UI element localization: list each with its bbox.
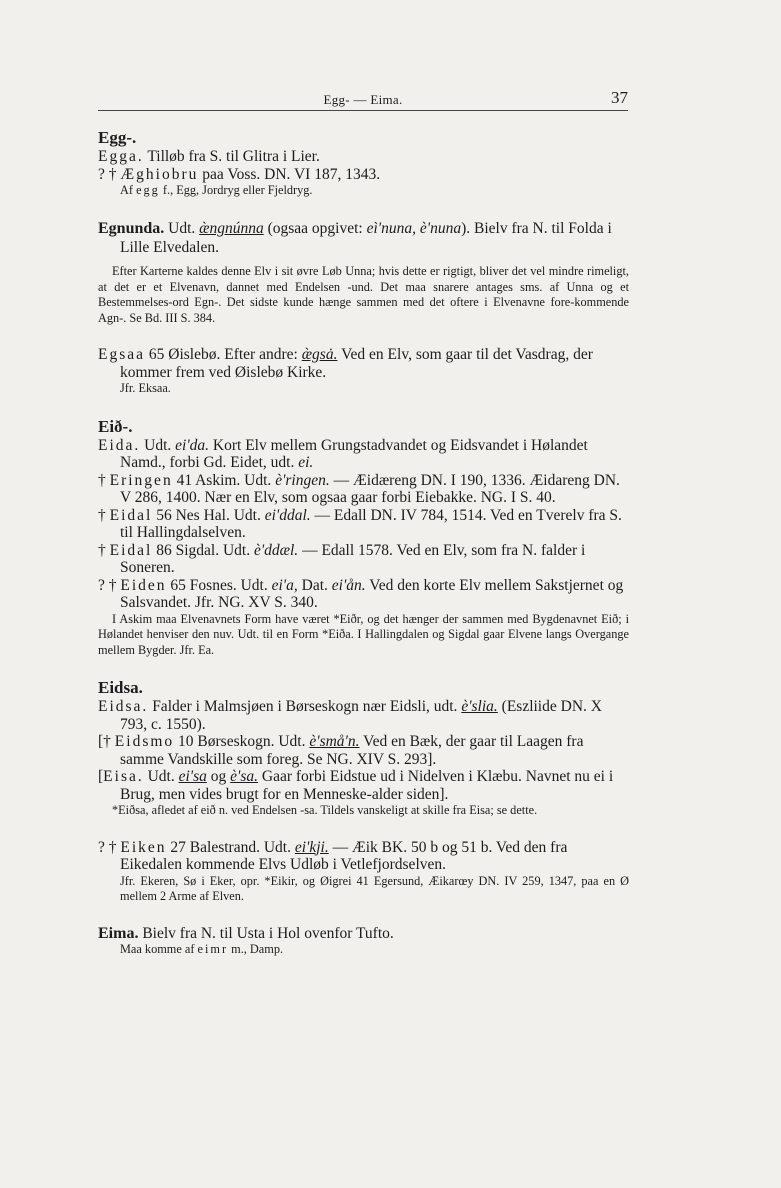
section-heading-eid: Eið-. (98, 416, 133, 436)
entry-eidsmo: [† Eidsmo 10 Børseskogn. Udt. è'små'n. Ved en Bæk, der gaar til Laagen fra samme Vandskille som foreg. Se NG. XIV S. 293]. (98, 733, 584, 768)
running-header (98, 88, 628, 111)
section-heading-egg: Egg-. (98, 128, 137, 147)
dictionary-content (98, 128, 629, 958)
entry-headword: Egnunda. (98, 219, 165, 237)
entry-note: Jfr. Ekeren, Sø i Eker, opr. *Eikir, og Øigrei 41 Egersund, Æikarœy DN. IV 259, 1347, paa en Ø mellem 2 Arme af Elven. (120, 873, 629, 903)
entry-eisa: [Eisa. Udt. ei'sa og è'sa. Gaar forbi Eidstue ud i Nidelven i Klæbu. Navnet nu ei i Brug, men vides brugt for en Menneske-alder siden]. (98, 768, 614, 803)
entry-prefix: ? † (98, 165, 121, 183)
entry-eiken: ? † Eiken 27 Balestrand. Udt. ei'kji. — Æik BK. 50 b og 51 b. Ved den fra Eikedalen kommende Elvs Udløb i Vetlefjordselven. (98, 838, 568, 873)
entry-eidal-sigdal: † Eidal 86 Sigdal. Udt. è'ddæl. — Edall 1578. Ved en Elv, som fra N. falder i Soneren. (98, 541, 586, 576)
entry-note: Maa komme af eimr m., Damp. (120, 942, 284, 956)
page-number: 37 (611, 88, 628, 107)
entry-note: I Askim maa Elvenavnets Form have været *Eiðr, og det hænger der sammen med Bygdenavnet Eið; i Hølandet henviser den nuv. Udt. til en Form *Eiða. I Hallingdalen og Sigdal gaar Elvene langs Overgange mellem Bygder. Jfr. Ea. (98, 611, 629, 657)
entry-eida: Eida. Udt. ei'da. Kort Elv mellem Grungstadvandet og Eidsvandet i Hølandet Namd., forbi Gd. Eidet, udt. ei. (98, 436, 588, 471)
header-title: Egg- — Eima. (323, 92, 403, 107)
entry-note: *Eiðsa, afledet af eið n. ved Endelsen -sa. Tildels vanskeligt at skille fra Eisa; se dette. (112, 803, 538, 817)
entry-word: Æghiobru (120, 165, 199, 183)
entry-note: Af egg f., Egg, Jordryg eller Fjeldryg. (120, 183, 313, 197)
entry-note: Jfr. Eksaa. (120, 381, 171, 395)
entry-eringen: † Eringen 41 Askim. Udt. è'ringen. — Æidæreng DN. I 190, 1336. Æidareng DN. V 286, 1400. Nær en Elv, som ogsaa gaar forbi Eiebakke. NG. I S. 40. (98, 471, 620, 506)
entry-note: Efter Karterne kaldes denne Elv i sit øvre Løb Unna; hvis dette er rigtigt, bliver det vel mindre rimeligt, at det er et Elvenavn, dannet med Endelsen -und. Det maa snarere antages sms. af Unna og et Bestemmelses-ord Egn-. Det sidste kunde hænge sammen med det oftere i Elvenavne fore-kommende Agn-. Se Bd. III S. 384. (98, 264, 629, 325)
entry-egsaa: Egsaa 65 Øislebø. Efter andre: æ̀gsȧ. Ved en Elv, som gaar til det Vasdrag, der kommer frem ved Øislebø Kirke. (98, 346, 593, 381)
entry-eidsa: Eidsa. Falder i Malmsjøen i Børseskogn nær Eidsli, udt. è'slia. (Eszliide DN. X 793, c. 1550). (98, 698, 602, 733)
entry-text: paa Voss. DN. VI 187, 1343. (202, 165, 381, 183)
entry-eiden: ? † Eiden 65 Fosnes. Udt. ei'a, Dat. ei'ån. Ved den korte Elv mellem Sakstjernet og Salsvandet. Jfr. NG. XV S. 340. (98, 576, 624, 611)
entry-aeghiobru (98, 166, 629, 184)
entry-eidal-nes: † Eidal 56 Nes Hal. Udt. ei'ddal. — Edall DN. IV 784, 1514. Ved en Tverelv fra S. til Hallingdalselven. (98, 506, 622, 541)
entry-text: Tilløb fra S. til Glitra i Lier. (147, 148, 320, 165)
entry-egga (98, 148, 629, 166)
entry-egnunda: Egnunda. Udt. æ̀ngnúnna (ogsaa opgivet: eì'nuna, è'nuna). Bielv fra N. til Folda i Lille Elvedalen. (98, 219, 612, 256)
entry-word: Egga. (98, 148, 144, 165)
entry-eima: Eima. Bielv fra N. til Usta i Hol ovenfor Tufto. (98, 924, 394, 942)
section-heading-eidsa: Eidsa. (98, 678, 143, 697)
